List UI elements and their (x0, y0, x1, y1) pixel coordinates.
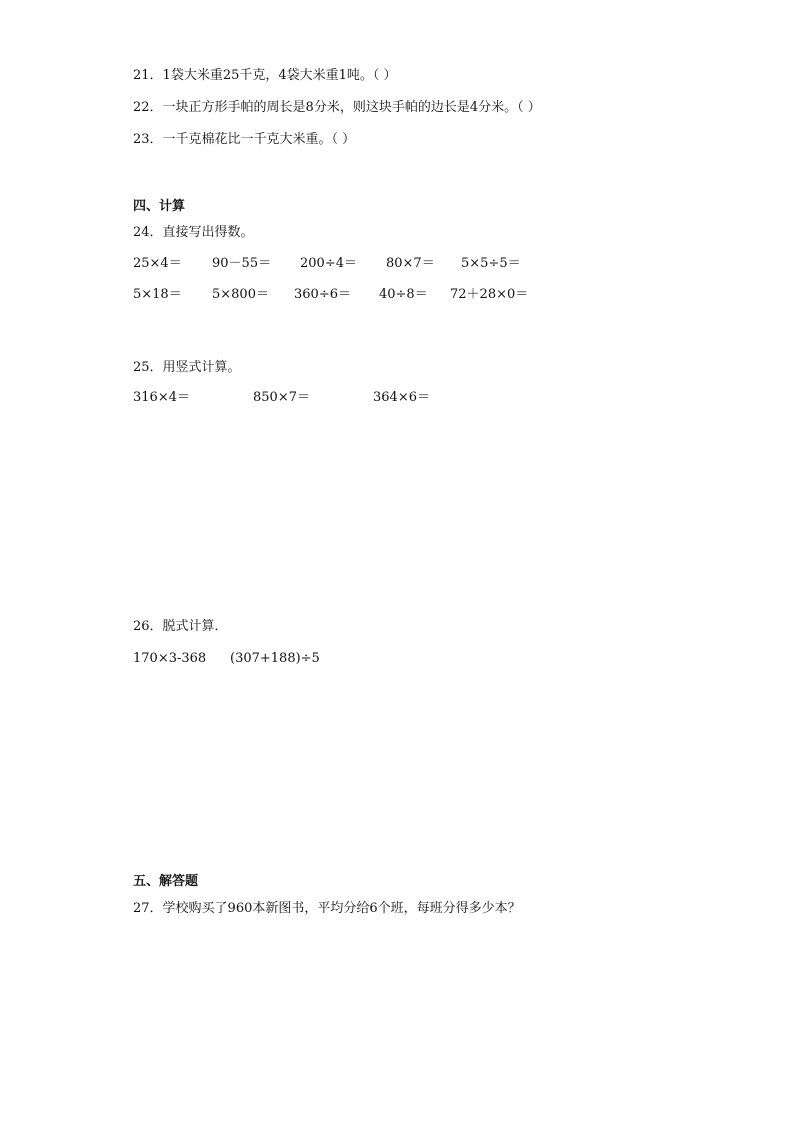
mental-math-item: 80×7＝ (386, 256, 435, 271)
question-24-stem: 24．直接写出得数。 (133, 225, 254, 240)
mental-math-item: 25×4＝ (133, 256, 182, 271)
step-calc-item: 170×3-368 (133, 651, 207, 666)
step-calc-item: (307+188)÷5 (230, 651, 320, 666)
mental-math-item: 5×18＝ (133, 287, 182, 302)
mental-math-item: 5×800＝ (212, 287, 269, 302)
vertical-calc-item: 316×4＝ (133, 390, 190, 405)
vertical-calc-item: 364×6＝ (373, 390, 430, 405)
question-25-stem: 25．用竖式计算。 (133, 360, 241, 375)
section-heading-calculation: 四、计算 (133, 199, 186, 214)
section-heading-word-problems: 五、解答题 (133, 874, 199, 889)
mental-math-item: 360÷6＝ (294, 287, 351, 302)
mental-math-item: 90－55＝ (212, 256, 272, 271)
question-27: 27．学校购买了960本新图书，平均分给6个班，每班分得多少本？ (133, 901, 521, 916)
step-calc-row (0, 650, 320, 722)
mental-math-item: 200÷4＝ (300, 256, 357, 271)
question-26-stem: 26．脱式计算． (133, 619, 228, 634)
question-21: 21．1袋大米重25千克，4袋大米重1吨。（ ） (133, 68, 397, 83)
vertical-calc-item: 850×7＝ (253, 390, 310, 405)
mental-math-item: 5×5÷5＝ (461, 256, 521, 271)
mental-math-item: 72＋28×0＝ (450, 287, 529, 302)
mental-math-item: 40÷8＝ (379, 287, 428, 302)
question-23: 23．一千克棉花比一千克大米重。（ ） (133, 132, 356, 147)
vertical-calc-row (0, 389, 430, 479)
question-22: 22．一块正方形手帕的周长是8分米，则这块手帕的边长是4分米。（ ） (133, 100, 541, 115)
